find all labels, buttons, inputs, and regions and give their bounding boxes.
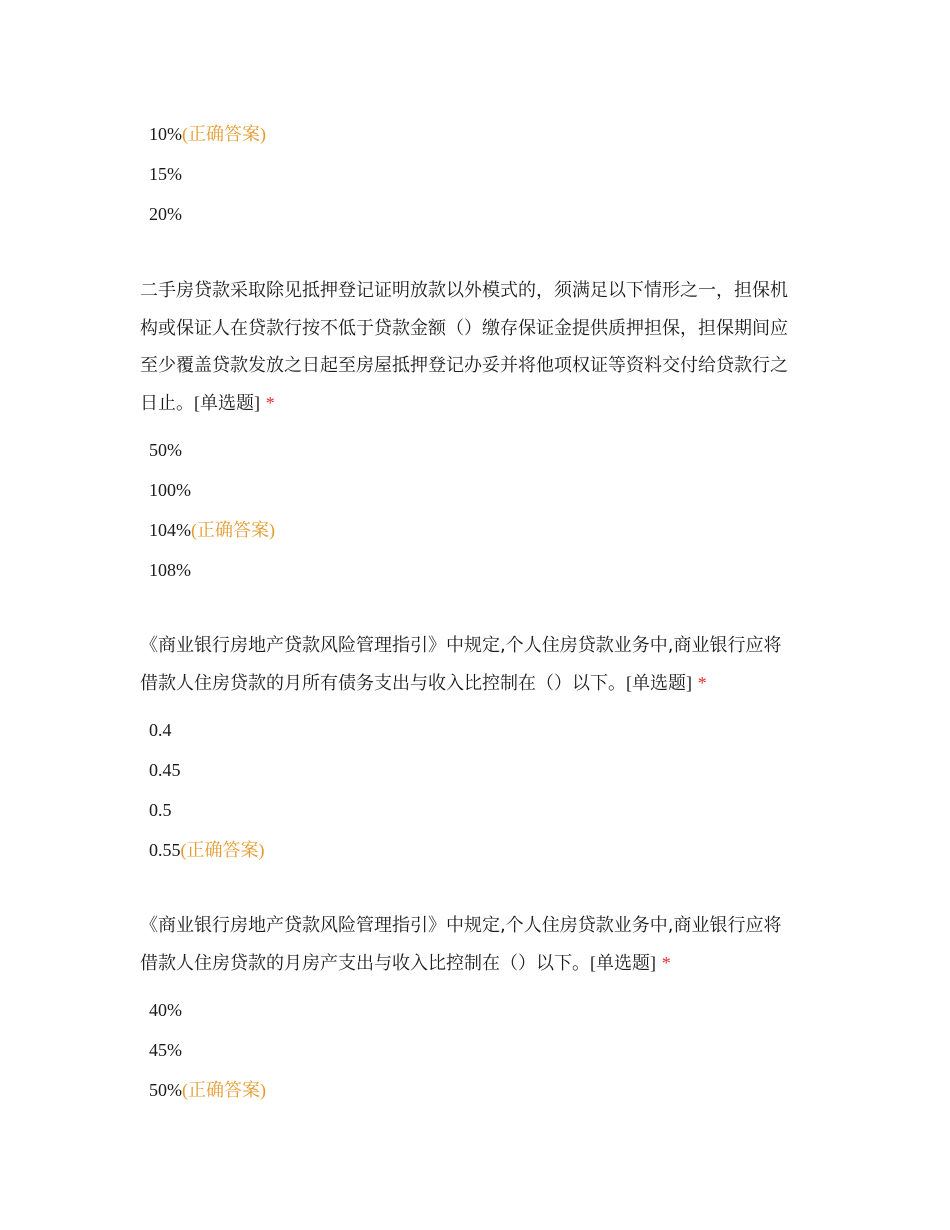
option-text: 10% <box>149 124 182 144</box>
question-line-last: 借款人住房贷款的月房产支出与收入比控制在（）以下。[单选题] * <box>140 952 671 974</box>
option-q3-c <box>149 1078 266 1102</box>
question-type-label: [单选题] <box>590 952 656 973</box>
option-q2-b <box>149 758 181 782</box>
option-q3-a <box>149 998 182 1022</box>
option-text: 108% <box>149 560 191 580</box>
option-q2-d <box>149 838 265 862</box>
option-q1-c <box>149 518 275 542</box>
option-text: 104% <box>149 520 191 540</box>
option-q2-c <box>149 798 172 822</box>
required-marker: * <box>697 672 707 693</box>
option-q0-a <box>149 122 266 146</box>
question-line: 构或保证人在贷款行按不低于贷款金额（）缴存保证金提供质押担保，担保期间应 <box>140 317 788 339</box>
option-text: 15% <box>149 164 182 184</box>
question-line: 《商业银行房地产贷款风险管理指引》中规定,个人住房贷款业务中,商业银行应将 <box>140 635 782 656</box>
option-q1-b <box>149 478 191 502</box>
question-3 <box>140 907 820 982</box>
option-q1-d <box>149 558 191 582</box>
correct-answer-tag: (正确答案) <box>191 520 275 540</box>
option-text: 0.4 <box>149 720 172 740</box>
question-line: 《商业银行房地产贷款风险管理指引》中规定,个人住房贷款业务中,商业银行应将 <box>140 915 782 936</box>
question-line-last: 借款人住房贷款的月所有债务支出与收入比控制在（）以下。[单选题] * <box>140 672 707 694</box>
question-line: 二手房贷款采取除见抵押登记证明放款以外模式的，须满足以下情形之一，担保机 <box>140 280 788 301</box>
option-q2-a <box>149 718 172 742</box>
option-text: 0.45 <box>149 760 181 780</box>
option-text: 50% <box>149 440 182 460</box>
question-line: 至少覆盖贷款发放之日起至房屋抵押登记办妥并将他项权证等资料交付给贷款行之 <box>140 355 788 376</box>
option-text: 45% <box>149 1040 182 1060</box>
option-text: 100% <box>149 480 191 500</box>
correct-answer-tag: (正确答案) <box>182 124 266 144</box>
option-text: 0.55 <box>149 840 181 860</box>
option-q0-b <box>149 162 182 186</box>
option-q3-b <box>149 1038 182 1062</box>
option-text: 50% <box>149 1080 182 1100</box>
correct-answer-tag: (正确答案) <box>182 1080 266 1100</box>
required-marker: * <box>661 952 671 973</box>
question-2 <box>140 627 820 702</box>
correct-answer-tag: (正确答案) <box>180 840 265 860</box>
option-q0-c <box>149 202 182 226</box>
question-1 <box>140 272 820 422</box>
question-line-last: 日止。[单选题] * <box>140 392 275 414</box>
question-type-label: [单选题] <box>626 672 692 693</box>
option-q1-a <box>149 438 182 462</box>
question-type-label: [单选题] <box>194 392 260 413</box>
required-marker: * <box>265 392 275 413</box>
option-text: 40% <box>149 1000 182 1020</box>
option-text: 0.5 <box>149 800 172 820</box>
option-text: 20% <box>149 204 182 224</box>
